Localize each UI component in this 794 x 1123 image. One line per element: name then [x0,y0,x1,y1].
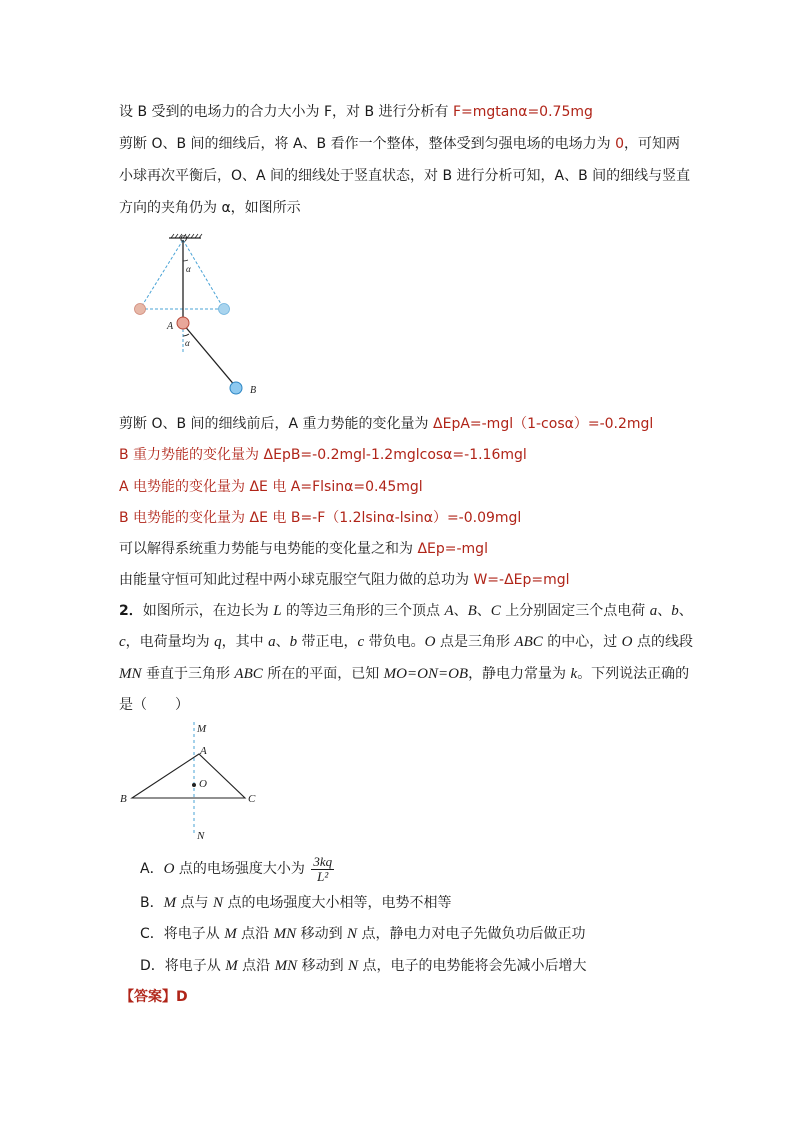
fraction: $\frac{3kq}{\text{L²}}$ [313,853,333,884]
angle-arc-top [183,260,188,261]
solution-line-4: 方向的夹角仍为 α，如图所示 [119,200,301,216]
solution-line-10: 由能量守恒可知此过程中两小球克服空气阻力做的总功为 W=-ΔEp=mgl [119,572,570,588]
dashed-triangle [140,240,224,309]
label-B: B [250,385,257,396]
ball-B [230,382,242,394]
label-B: B [120,793,127,805]
answer-value: D [176,989,188,1005]
solution-line-7: A 电势能的变化量为 ΔE 电 A=Flsinα=0.45mgl [119,479,423,495]
option-B: B．M 点与 N 点的电场强度大小相等，电势不相等 [140,895,452,911]
question-line-4: 是（ ） [119,697,189,713]
solution-line-3: 小球再次平衡后，O、A 间的细线处于竖直状态，对 B 进行分析可知，A、B 间的细线与竖直 [119,168,691,184]
label-alpha-bottom: α [185,338,190,348]
question-line-3: MN 垂直于三角形 ABC 所在的平面，已知 MO=ON=OB，静电力常量为 k。下列说法正确的 [119,666,690,682]
ball-right-faded [219,304,230,315]
solution-line-1: 设 B 受到的电场力的合力大小为 F，对 B 进行分析有 F=mgtanα=0.75mg [119,104,593,120]
option-A: A．O 点的电场强度大小为 $\frac{3kq}{\text{L²}}$ [140,853,333,884]
label-O: O [180,234,188,245]
triangle-figure [115,718,265,843]
solution-line-9: 可以解得系统重力势能与电势能的变化量之和为 ΔEp=-mgl [119,541,488,557]
label-C: C [248,793,256,805]
option-C: C．将电子从 M 点沿 MN 移动到 N 点，静电力对电子先做负功后做正功 [140,926,586,942]
center-O [192,783,196,787]
ball-A [177,317,189,329]
question-number: 2． [119,603,143,619]
question-line-1: 2．如图所示，在边长为 L 的等边三角形的三个顶点 A、B、C 上分别固定三个点电荷 a、b、 [119,603,693,619]
label-A: A [167,321,174,332]
triangle-ABC [132,754,245,798]
label-N: N [197,830,205,842]
solution-line-5: 剪断 O、B 间的细线前后，A 重力势能的变化量为 ΔEpA=-mgl（1-cosα）=-0.2mgl [119,416,654,432]
ball-left-faded [135,304,146,315]
formula: F=mgtanα=0.75mg [452,104,593,120]
label-A: A [200,745,207,757]
string-AB [183,324,236,387]
pendulum-figure [125,228,270,400]
solution-line-2: 剪断 O、B 间的细线后，将 A、B 看作一个整体，整体受到匀强电场的电场力为 0，可知两 [119,136,680,152]
label-M: M [197,723,207,735]
label-O: O [199,778,207,790]
solution-line-6: B 重力势能的变化量为 ΔEpB=-0.2mgl-1.2mglcosα=-1.16mgl [119,447,527,463]
angle-arc-bottom [183,334,189,336]
question-line-2: c，电荷量均为 q，其中 a、b 带正电，c 带负电。O 点是三角形 ABC 的中心，过 O 点的线段 [119,634,693,650]
option-D: D．将电子从 M 点沿 MN 移动到 N 点，电子的电势能将会先减小后增大 [140,958,587,974]
answer-line: 【答案】D [120,989,188,1005]
label-alpha-top: α [186,264,191,274]
solution-line-8: B 电势能的变化量为 ΔE 电 B=-F（1.2lsinα-lsinα）=-0.09mgl [119,510,522,526]
